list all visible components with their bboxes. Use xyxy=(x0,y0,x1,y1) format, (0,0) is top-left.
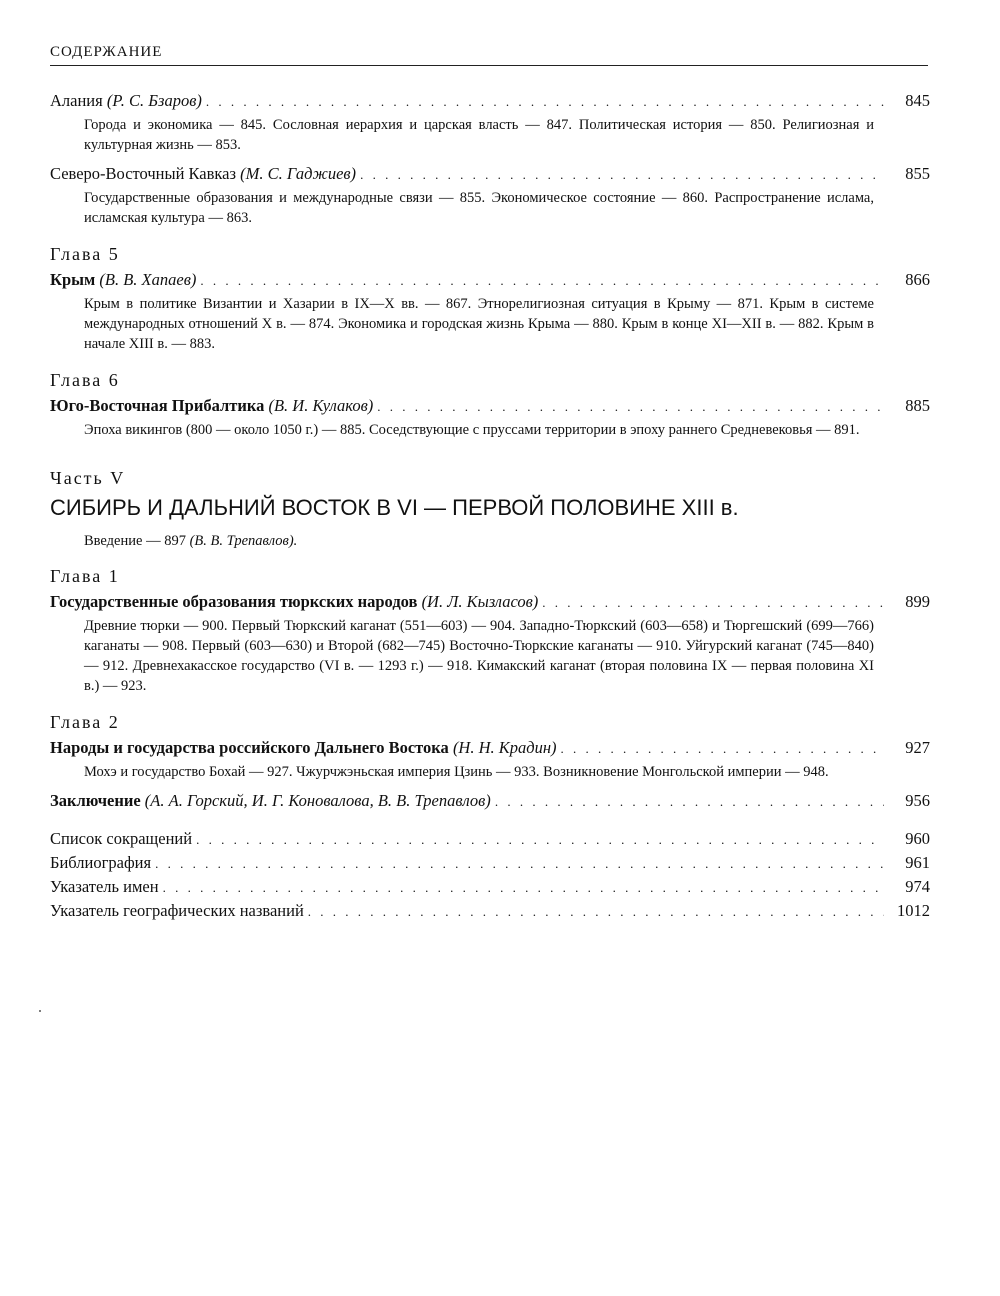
back-matter-list xyxy=(50,827,930,923)
page-number: 885 xyxy=(905,396,930,415)
page-number: 961 xyxy=(905,853,930,872)
toc-entry-crimea[interactable] xyxy=(50,269,930,354)
toc-entry-line xyxy=(50,737,930,760)
entry-author: (В. И. Кулаков) xyxy=(268,396,374,415)
scan-speck xyxy=(39,1010,41,1012)
page-number: 866 xyxy=(905,270,930,289)
entry-summary: Государственные образования и международные связи — 855. Экономическое состояние — 860. Распространение ислама, исламская культура — 863. xyxy=(84,190,874,226)
intro-author: (В. В. Трепавлов). xyxy=(189,533,298,549)
entry-title xyxy=(50,737,557,759)
entry-author: (М. С. Гаджиев) xyxy=(240,164,357,183)
entry-title-text: Заключение xyxy=(50,791,141,810)
entry-title-text: Народы и государства российского Дальнего Востока xyxy=(50,738,449,757)
chapter-heading: Глава 5 xyxy=(50,244,120,264)
leader-dots xyxy=(495,791,884,813)
entry-summary: Крым в политике Византии и Хазарии в IX—X вв. — 867. Этнорелигиозная ситуация в Крыму — 871. Крым в системе международных отношений X в. — 874. Экономика и городская жизнь Крыма — 880. Крым в конце XI—XII в. — 882. Крым в начале XIII в. — 883. xyxy=(84,296,874,352)
toc-entry-baltic[interactable] xyxy=(50,395,930,440)
entry-author: (Н. Н. Крадин) xyxy=(452,738,557,757)
entry-title xyxy=(50,90,202,112)
page-number: 960 xyxy=(905,829,930,848)
toc-entry-line xyxy=(50,395,930,418)
entry-summary: Эпоха викингов (800 — около 1050 г.) — 885. Соседствующие с пруссами территории в эпоху раннего Средневековья — 891. xyxy=(84,422,860,438)
toc-entry-far-east[interactable] xyxy=(50,737,930,782)
page-number: 974 xyxy=(905,877,930,896)
entry-title xyxy=(50,163,356,185)
chapter-heading: Глава 2 xyxy=(50,712,120,732)
entry-author: (А. А. Горский, И. Г. Коновалова, В. В. Трепавлов) xyxy=(144,791,491,810)
entry-title xyxy=(50,395,373,417)
toc-entry-name-index[interactable] xyxy=(50,875,930,899)
toc-entry-line xyxy=(50,591,930,614)
page-number: 927 xyxy=(905,738,930,757)
entry-title-text: Государственные образования тюркских народов xyxy=(50,592,418,611)
toc-entry-alania[interactable] xyxy=(50,90,930,155)
page-number: 956 xyxy=(905,791,930,810)
entry-title: Список сокращений xyxy=(50,829,193,848)
leader-dots xyxy=(200,270,884,292)
toc-entry-line xyxy=(50,90,930,113)
leader-dots xyxy=(206,91,884,113)
leader-dots xyxy=(308,900,884,923)
toc-entry-geo-index[interactable] xyxy=(50,899,930,923)
entry-author: (Р. С. Бзаров) xyxy=(106,91,202,110)
toc-entry-line xyxy=(50,163,930,186)
toc-entry-turkic[interactable] xyxy=(50,591,930,696)
toc-entry-abbreviations[interactable] xyxy=(50,827,930,851)
intro-text: Введение — 897 xyxy=(84,533,186,549)
entry-title-text: Северо-Восточный Кавказ xyxy=(50,164,237,183)
page-number: 855 xyxy=(905,164,930,183)
leader-dots xyxy=(196,828,884,851)
leader-dots xyxy=(542,592,884,614)
toc-content xyxy=(50,90,930,923)
leader-dots xyxy=(155,852,884,875)
entry-author: (И. Л. Кызласов) xyxy=(421,592,539,611)
part-title: СИБИРЬ И ДАЛЬНИЙ ВОСТОК В VI — ПЕРВОЙ ПОЛОВИНЕ XIII в. xyxy=(50,495,739,520)
leader-dots xyxy=(360,164,884,186)
entry-title xyxy=(50,269,196,291)
page-number: 1012 xyxy=(897,901,930,920)
entry-author: (В. В. Хапаев) xyxy=(99,270,197,289)
chapter-heading: Глава 1 xyxy=(50,566,120,586)
intro-entry[interactable] xyxy=(84,533,930,550)
leader-dots xyxy=(561,738,885,760)
entry-summary: Города и экономика — 845. Сословная иерархия и царская власть — 847. Политическая история — 850. Религиозная и культурная жизнь — 853. xyxy=(84,117,874,153)
toc-entry-line xyxy=(50,269,930,292)
page-number: 845 xyxy=(905,91,930,110)
entry-title xyxy=(50,790,491,812)
entry-title xyxy=(50,591,538,613)
toc-entry-bibliography[interactable] xyxy=(50,851,930,875)
leader-dots xyxy=(163,876,884,899)
leader-dots xyxy=(377,396,884,418)
page-number: 899 xyxy=(905,592,930,611)
entry-title-text: Алания xyxy=(50,91,103,110)
part-label: Часть V xyxy=(50,468,126,488)
entry-title-text: Крым xyxy=(50,270,96,289)
toc-entry-line xyxy=(50,790,930,813)
entry-title: Библиография xyxy=(50,853,152,872)
entry-title: Указатель географических названий xyxy=(50,901,304,920)
toc-entry-ne-caucasus[interactable] xyxy=(50,163,930,228)
entry-title: Указатель имен xyxy=(50,877,159,896)
toc-entry-conclusion[interactable] xyxy=(50,790,930,813)
entry-summary: Древние тюрки — 900. Первый Тюркский каганат (551—603) — 904. Западно-Тюркский (603—658) и Тюргешский (699—766) каганаты — 908. Первый (603—630) и Второй (682—745) Восточно-Тюркские каганаты — 910. Уйгурский каганат (745—840) — 912. Древнехакасское государство (VI в. — 1293 г.) — 918. Кимакский каганат (вторая половина IX — первая половина XI в.) — 923. xyxy=(84,618,874,694)
chapter-heading: Глава 6 xyxy=(50,370,120,390)
running-head: СОДЕРЖАНИЕ xyxy=(50,44,928,66)
entry-summary: Мохэ и государство Бохай — 927. Чжурчжэньская империя Цзинь — 933. Возникновение Монгольской империи — 948. xyxy=(84,764,829,780)
entry-title-text: Юго-Восточная Прибалтика xyxy=(50,396,265,415)
